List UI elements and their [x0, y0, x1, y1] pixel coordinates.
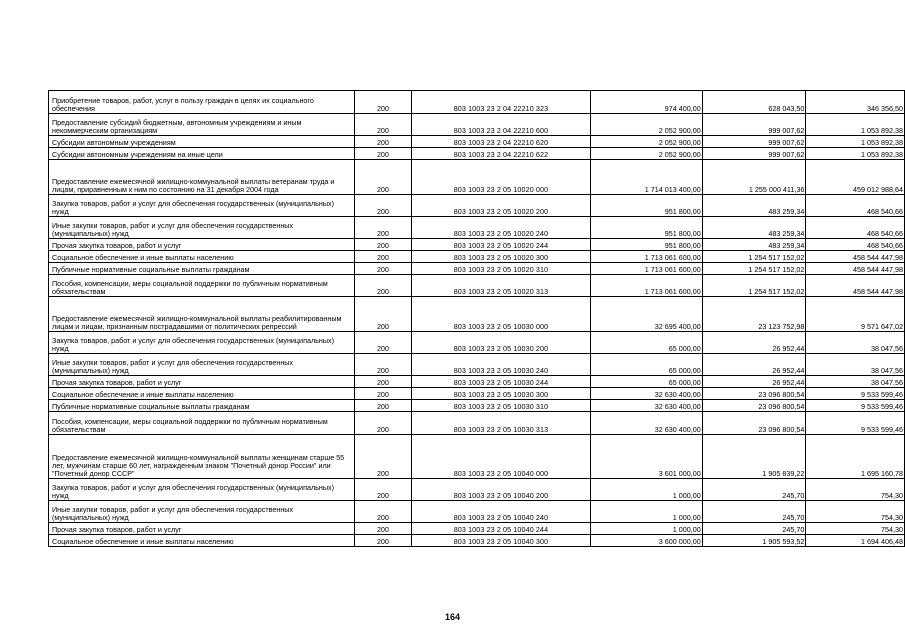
row-kbk-cell: 803 1003 23 2 05 10040 244 [411, 523, 590, 535]
row-code-cell: 200 [355, 148, 412, 160]
row-code-cell: 200 [355, 354, 412, 376]
row-kbk-cell: 803 1003 23 2 04 22210 323 [411, 91, 590, 114]
row-remaining-cell: 346 356,50 [806, 91, 905, 114]
table-row [49, 195, 905, 217]
table-row [49, 297, 905, 332]
row-executed-cell: 1 905 593,52 [702, 535, 806, 547]
row-executed-cell: 1 905 839,22 [702, 435, 806, 479]
row-approved-cell: 974 400,00 [591, 91, 703, 114]
row-remaining-cell: 468 540,66 [806, 217, 905, 239]
row-name-cell: Иные закупки товаров, работ и услуг для обеспечения государственных (муниципальных) нужд [49, 501, 355, 523]
row-name-cell: Иные закупки товаров, работ и услуг для обеспечения государственных (муниципальных) нужд [49, 354, 355, 376]
table-row [49, 136, 905, 148]
row-kbk-cell: 803 1003 23 2 05 10030 240 [411, 354, 590, 376]
row-remaining-cell: 754,30 [806, 523, 905, 535]
row-executed-cell: 1 254 517 152,02 [702, 263, 806, 275]
row-executed-cell: 483 259,34 [702, 217, 806, 239]
table-row [49, 251, 905, 263]
row-name-cell: Пособия, компенсации, меры социальной поддержки по публичным нормативным обязательствам [49, 412, 355, 435]
row-code-cell: 200 [355, 400, 412, 412]
row-executed-cell: 26 952,44 [702, 354, 806, 376]
row-kbk-cell: 803 1003 23 2 05 10020 313 [411, 275, 590, 297]
row-code-cell: 200 [355, 376, 412, 388]
row-approved-cell: 32 630 400,00 [591, 400, 703, 412]
table-row [49, 275, 905, 297]
row-name-cell: Публичные нормативные социальные выплаты гражданам [49, 263, 355, 275]
row-name-cell: Предоставление ежемесячной жилищно-коммунальной выплаты реабилитированным лицам и лицам, признанным пострадавшими от политических репрессий [49, 297, 355, 332]
row-name-cell: Прочая закупка товаров, работ и услуг [49, 239, 355, 251]
row-name-cell: Социальное обеспечение и иные выплаты населению [49, 251, 355, 263]
row-executed-cell: 999 007,62 [702, 136, 806, 148]
row-name-cell: Пособия, компенсации, меры социальной поддержки по публичным нормативным обязательствам [49, 275, 355, 297]
row-kbk-cell: 803 1003 23 2 05 10040 000 [411, 435, 590, 479]
table-row [49, 217, 905, 239]
row-remaining-cell: 9 533 599,46 [806, 412, 905, 435]
row-remaining-cell: 1 694 406,48 [806, 535, 905, 547]
row-executed-cell: 23 096 800,54 [702, 388, 806, 400]
row-approved-cell: 65 000,00 [591, 376, 703, 388]
row-executed-cell: 26 952,44 [702, 332, 806, 354]
row-approved-cell: 32 630 400,00 [591, 388, 703, 400]
table-row [49, 400, 905, 412]
row-remaining-cell: 458 544 447,98 [806, 251, 905, 263]
budget-execution-table [48, 90, 905, 547]
row-code-cell: 200 [355, 217, 412, 239]
row-name-cell: Приобретение товаров, работ, услуг в пользу граждан в целях их социального обеспечения [49, 91, 355, 114]
row-code-cell: 200 [355, 91, 412, 114]
row-name-cell: Закупка товаров, работ и услуг для обеспечения государственных (муниципальных) нужд [49, 195, 355, 217]
row-kbk-cell: 803 1003 23 2 04 22210 622 [411, 148, 590, 160]
row-approved-cell: 951 800,00 [591, 239, 703, 251]
row-name-cell: Предоставление ежемесячной жилищно-коммунальной выплаты женщинам старше 55 лет, мужчинам старше 60 лет, награжденным знаком "Почетный донор России" или "Почетный донор СССР" [49, 435, 355, 479]
row-approved-cell: 1 714 013 400,00 [591, 160, 703, 195]
row-kbk-cell: 803 1003 23 2 04 22210 600 [411, 114, 590, 136]
row-code-cell: 200 [355, 535, 412, 547]
row-remaining-cell: 1 053 892,38 [806, 136, 905, 148]
row-executed-cell: 628 043,50 [702, 91, 806, 114]
row-approved-cell: 1 000,00 [591, 523, 703, 535]
row-name-cell: Социальное обеспечение и иные выплаты населению [49, 535, 355, 547]
row-remaining-cell: 9 533 599,46 [806, 400, 905, 412]
row-approved-cell: 3 601 000,00 [591, 435, 703, 479]
row-kbk-cell: 803 1003 23 2 05 10040 240 [411, 501, 590, 523]
row-approved-cell: 1 713 061 600,00 [591, 263, 703, 275]
table-row [49, 160, 905, 195]
table-row [49, 479, 905, 501]
row-name-cell: Субсидии автономным учреждениям на иные цели [49, 148, 355, 160]
row-executed-cell: 1 254 517 152,02 [702, 275, 806, 297]
row-executed-cell: 245,70 [702, 523, 806, 535]
row-name-cell: Закупка товаров, работ и услуг для обеспечения государственных (муниципальных) нужд [49, 479, 355, 501]
row-kbk-cell: 803 1003 23 2 05 10030 244 [411, 376, 590, 388]
row-code-cell: 200 [355, 275, 412, 297]
row-code-cell: 200 [355, 297, 412, 332]
row-executed-cell: 26 952,44 [702, 376, 806, 388]
row-remaining-cell: 38 047,56 [806, 376, 905, 388]
row-approved-cell: 32 630 400,00 [591, 412, 703, 435]
row-code-cell: 200 [355, 523, 412, 535]
table-row [49, 332, 905, 354]
row-kbk-cell: 803 1003 23 2 05 10030 000 [411, 297, 590, 332]
row-code-cell: 200 [355, 479, 412, 501]
row-remaining-cell: 38 047,56 [806, 332, 905, 354]
row-approved-cell: 65 000,00 [591, 332, 703, 354]
row-approved-cell: 2 052 900,00 [591, 136, 703, 148]
row-executed-cell: 1 254 517 152,02 [702, 251, 806, 263]
row-approved-cell: 1 713 061 600,00 [591, 275, 703, 297]
row-remaining-cell: 458 544 447,98 [806, 263, 905, 275]
row-kbk-cell: 803 1003 23 2 05 10030 300 [411, 388, 590, 400]
table-row [49, 501, 905, 523]
row-name-cell: Социальное обеспечение и иные выплаты населению [49, 388, 355, 400]
row-kbk-cell: 803 1003 23 2 05 10020 310 [411, 263, 590, 275]
row-executed-cell: 999 007,62 [702, 114, 806, 136]
table-row [49, 388, 905, 400]
row-executed-cell: 999 007,62 [702, 148, 806, 160]
row-kbk-cell: 803 1003 23 2 05 10020 200 [411, 195, 590, 217]
row-kbk-cell: 803 1003 23 2 05 10020 000 [411, 160, 590, 195]
table-row [49, 376, 905, 388]
row-name-cell: Прочая закупка товаров, работ и услуг [49, 523, 355, 535]
table-row [49, 148, 905, 160]
row-code-cell: 200 [355, 114, 412, 136]
row-approved-cell: 2 052 900,00 [591, 114, 703, 136]
row-code-cell: 200 [355, 251, 412, 263]
row-name-cell: Субсидии автономным учреждениям [49, 136, 355, 148]
row-kbk-cell: 803 1003 23 2 05 10020 240 [411, 217, 590, 239]
row-remaining-cell: 458 544 447,98 [806, 275, 905, 297]
row-executed-cell: 483 259,34 [702, 195, 806, 217]
row-name-cell: Предоставление ежемесячной жилищно-коммунальной выплаты ветеранам труда и лицам, приравненным к ним по состоянию на 31 декабря 2004 года [49, 160, 355, 195]
row-remaining-cell: 754,30 [806, 501, 905, 523]
row-code-cell: 200 [355, 435, 412, 479]
row-name-cell: Прочая закупка товаров, работ и услуг [49, 376, 355, 388]
row-kbk-cell: 803 1003 23 2 04 22210 620 [411, 136, 590, 148]
row-remaining-cell: 1 053 892,38 [806, 148, 905, 160]
row-executed-cell: 23 096 800,54 [702, 412, 806, 435]
row-kbk-cell: 803 1003 23 2 05 10020 244 [411, 239, 590, 251]
row-remaining-cell: 1 695 160,78 [806, 435, 905, 479]
table-row [49, 114, 905, 136]
row-kbk-cell: 803 1003 23 2 05 10040 300 [411, 535, 590, 547]
row-executed-cell: 245,70 [702, 479, 806, 501]
row-approved-cell: 1 713 061 600,00 [591, 251, 703, 263]
row-executed-cell: 245,70 [702, 501, 806, 523]
table-body [49, 91, 905, 547]
row-code-cell: 200 [355, 412, 412, 435]
page-number: 164 [444, 612, 461, 622]
row-approved-cell: 1 000,00 [591, 501, 703, 523]
table-row [49, 535, 905, 547]
row-remaining-cell: 9 571 647,02 [806, 297, 905, 332]
row-code-cell: 200 [355, 136, 412, 148]
row-code-cell: 200 [355, 263, 412, 275]
row-executed-cell: 23 096 800,54 [702, 400, 806, 412]
row-remaining-cell: 754,30 [806, 479, 905, 501]
row-approved-cell: 1 000,00 [591, 479, 703, 501]
row-approved-cell: 32 695 400,00 [591, 297, 703, 332]
row-approved-cell: 951 800,00 [591, 195, 703, 217]
table-row [49, 263, 905, 275]
row-kbk-cell: 803 1003 23 2 05 10020 300 [411, 251, 590, 263]
table-row [49, 91, 905, 114]
row-code-cell: 200 [355, 160, 412, 195]
row-approved-cell: 951 800,00 [591, 217, 703, 239]
row-kbk-cell: 803 1003 23 2 05 10030 313 [411, 412, 590, 435]
row-name-cell: Предоставление субсидий бюджетным, автономным учреждениям и иным некоммерческим организациям [49, 114, 355, 136]
table-row [49, 354, 905, 376]
row-remaining-cell: 38 047,56 [806, 354, 905, 376]
row-kbk-cell: 803 1003 23 2 05 10030 310 [411, 400, 590, 412]
row-remaining-cell: 459 012 988,64 [806, 160, 905, 195]
table-row [49, 523, 905, 535]
table-row [49, 412, 905, 435]
row-approved-cell: 65 000,00 [591, 354, 703, 376]
row-name-cell: Закупка товаров, работ и услуг для обеспечения государственных (муниципальных) нужд [49, 332, 355, 354]
row-code-cell: 200 [355, 332, 412, 354]
row-remaining-cell: 1 053 892,38 [806, 114, 905, 136]
row-name-cell: Публичные нормативные социальные выплаты гражданам [49, 400, 355, 412]
row-approved-cell: 3 600 000,00 [591, 535, 703, 547]
row-executed-cell: 483 259,34 [702, 239, 806, 251]
row-remaining-cell: 468 540,66 [806, 195, 905, 217]
row-code-cell: 200 [355, 195, 412, 217]
row-code-cell: 200 [355, 501, 412, 523]
row-code-cell: 200 [355, 239, 412, 251]
row-kbk-cell: 803 1003 23 2 05 10030 200 [411, 332, 590, 354]
table-row [49, 435, 905, 479]
row-remaining-cell: 468 540,66 [806, 239, 905, 251]
row-kbk-cell: 803 1003 23 2 05 10040 200 [411, 479, 590, 501]
row-remaining-cell: 9 533 599,46 [806, 388, 905, 400]
row-executed-cell: 23 123 752,98 [702, 297, 806, 332]
row-approved-cell: 2 052 900,00 [591, 148, 703, 160]
row-name-cell: Иные закупки товаров, работ и услуг для обеспечения государственных (муниципальных) нужд [49, 217, 355, 239]
row-executed-cell: 1 255 000 411,36 [702, 160, 806, 195]
row-code-cell: 200 [355, 388, 412, 400]
table-row [49, 239, 905, 251]
